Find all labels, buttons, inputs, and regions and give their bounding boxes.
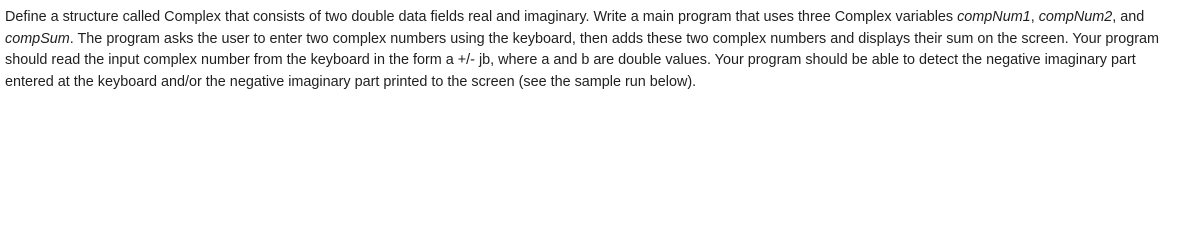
line-2-text: . The program asks the user to enter two complex numbers using the keyboard, then adds these two complex numbers and displays their sum on the screen. Your program xyxy=(69,30,1159,47)
problem-line-1 xyxy=(5,7,1190,29)
problem-line-3: should read the input complex number from the keyboard in the form a +/- jb, where a and b are double values. Your program should be able to detect the negative imaginary part xyxy=(5,52,1136,68)
variable-compsum: compSum xyxy=(5,30,70,47)
problem-statement xyxy=(5,7,1190,93)
separator-1: , xyxy=(1030,9,1039,25)
problem-line-4: entered at the keyboard and/or the negative imaginary part printed to the screen (see the sample run below). xyxy=(5,73,697,90)
variable-compnum1: compNum1 xyxy=(957,9,1031,25)
problem-line-2 xyxy=(5,29,1190,51)
separator-2: , and xyxy=(1112,9,1145,25)
variable-compnum2: compNum2 xyxy=(1038,9,1113,25)
line-1-text: Define a structure called Complex that consists of two double data fields real and imaginary. Write a main program that uses three Complex variables xyxy=(5,9,958,25)
